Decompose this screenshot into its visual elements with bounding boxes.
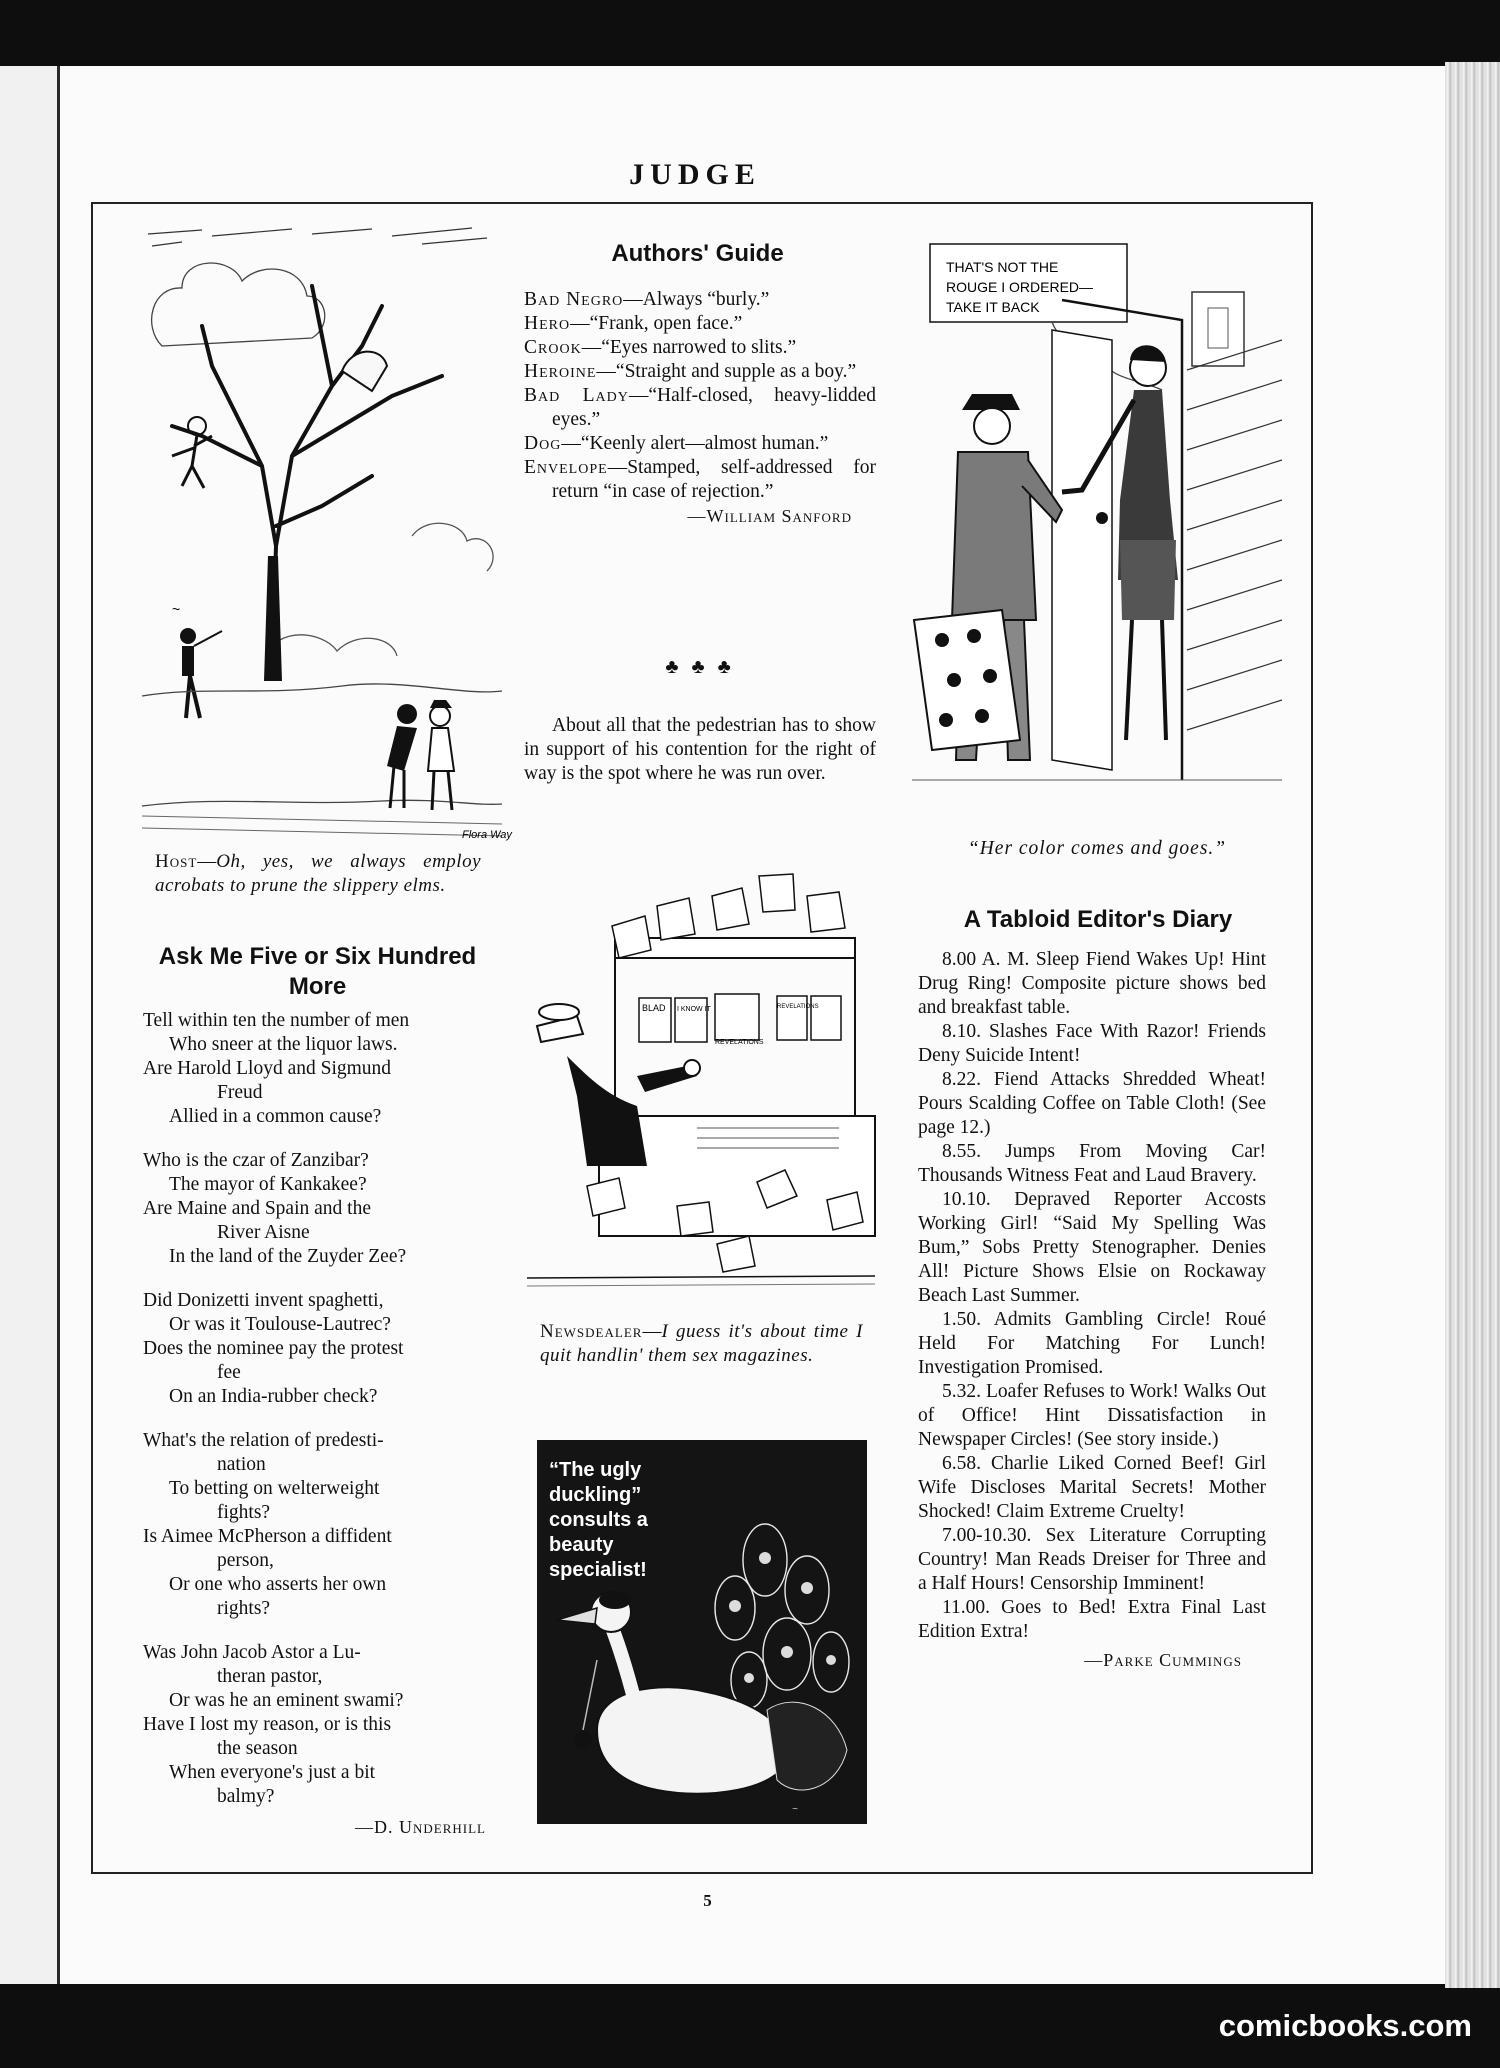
poem-stanza (143, 1289, 496, 1409)
poem-line: When everyone's just a bit (169, 1762, 376, 1783)
poem-line: Are Maine and Spain and the (143, 1198, 371, 1219)
site-watermark: comicbooks.com (1218, 2008, 1472, 2043)
tree-caption: Host—Oh, yes, we always employ acrobats to prune the slippery elms. (155, 851, 481, 896)
diary-entry: 10.10. Depraved Reporter Accosts Working Girl! “Said My Spelling Was Bum,” Sobs Pretty Stenographer. Denies All! Picture Shows Elsie on Rockaway Beach Last Summer. (918, 1189, 1266, 1306)
poem-line: Does the nominee pay the protest (143, 1338, 404, 1359)
poem-line: The mayor of Kankakee? (169, 1174, 367, 1195)
ask-me-stanzas (143, 1009, 496, 1809)
guide-entry-definition: “Keenly alert—almost human.” (580, 433, 829, 454)
diary-entry: 5.32. Loafer Refuses to Work! Walks Out of Office! Hint Dissatisfaction in Newspaper Circles! (See story inside.) (918, 1381, 1266, 1450)
poem-line: To betting on welterweight (169, 1478, 380, 1499)
poem-line: Or was it Toulouse-Lautrec? (169, 1314, 391, 1335)
poem-stanza (143, 1641, 496, 1809)
poem-stanza (143, 1009, 496, 1129)
svg-text:~: ~ (792, 1804, 798, 1815)
diary-entries (918, 948, 1266, 1644)
guide-entry: Envelope—Stamped, self-addressed for return “in case of rejection.” (524, 457, 876, 502)
poem-line: Have I lost my reason, or is this (143, 1714, 392, 1735)
poem-line: What's the relation of predesti- (143, 1430, 384, 1451)
poem-line: Was John Jacob Astor a Lu- (143, 1642, 361, 1663)
sign-3: REVELATIONS (715, 1039, 764, 1046)
diary-entry: 8.00 A. M. Sleep Fiend Wakes Up! Hint Drug Ring! Composite picture shows bed and breakfast table. (918, 949, 1266, 1018)
guide-entry-term: Hero (524, 313, 571, 334)
poem-line: Did Donizetti invent spaghetti, (143, 1290, 384, 1311)
cartoon-rouge (912, 240, 1282, 784)
diary-entry: 6.58. Charlie Liked Corned Beef! Girl Wife Discloses Marital Secrets! Mother Shocked! Claim Extreme Cruelty! (918, 1453, 1266, 1522)
poem-line: Tell within ten the number of men (143, 1010, 410, 1031)
poem-line: Or was he an eminent swami? (169, 1690, 404, 1711)
guide-entry-term: Dog (524, 433, 562, 454)
poem-line: Allied in a common cause? (169, 1106, 382, 1127)
poem-line: In the land of the Zuyder Zee? (169, 1246, 407, 1267)
diary-title: A Tabloid Editor's Diary (963, 906, 1233, 933)
guide-entry-definition: “Frank, open face.” (589, 313, 743, 334)
diary-author: —Parke Cummings (1084, 1650, 1242, 1670)
running-head: JUDGE (629, 158, 761, 191)
guide-entry-definition: “Eyes narrowed to slits.” (601, 337, 797, 358)
poem-line: Who is the czar of Zanzibar? (143, 1150, 369, 1171)
guide-entry-definition: Always “burly.” (642, 289, 770, 310)
poem-line: Are Harold Lloyd and Sigmund (143, 1058, 392, 1079)
diary-entry: 8.22. Fiend Attacks Shredded Wheat! Pours Scalding Coffee on Table Cloth! (See page 12.) (918, 1069, 1266, 1138)
guide-entry: Heroine—“Straight and supple as a boy.” (524, 361, 857, 382)
guide-entry-definition: Stamped, self-addressed for return “in case of rejection.” (552, 457, 876, 502)
poem-line: balmy? (217, 1786, 275, 1807)
poem-line: On an India-rubber check? (169, 1386, 378, 1407)
newsdealer-caption: Newsdealer—I guess it's about time I quit handlin' them sex magazines. (540, 1321, 863, 1366)
diary-entry: 7.00-10.30. Sex Literature Corrupting Country! Man Reads Dreiser for Three and a Half Hours! Censorship Imminent! (918, 1525, 1266, 1594)
diary-entry: 1.50. Admits Gambling Circle! Roué Held For Matching For Lunch! Investigation Promised. (918, 1309, 1266, 1378)
poem-line: person, (217, 1550, 274, 1571)
rouge-balloon-text: THAT'S NOT THE ROUGE I ORDERED— TAKE IT BACK (946, 259, 1094, 315)
authors-guide-title: Authors' Guide (611, 240, 784, 267)
cartoon-newsdealer-drawing (527, 866, 875, 1300)
poem-line: Who sneer at the liquor laws. (169, 1034, 398, 1055)
poem-line: rights? (217, 1598, 271, 1619)
poem-line: theran pastor, (217, 1666, 323, 1687)
authors-guide-entries (524, 288, 876, 504)
poem-line: fights? (217, 1502, 271, 1523)
ask-me-poem (143, 1009, 496, 1839)
newsdealer-caption-text: I guess it's about time I quit handlin' them sex magazines. (540, 1321, 863, 1366)
poem-stanza (143, 1149, 496, 1269)
authors-guide (524, 288, 876, 528)
duckling-ad (537, 1440, 867, 1824)
sign-2: I KNOW IT (677, 1006, 711, 1013)
page-stack-edge (1445, 62, 1500, 1988)
ask-me-title: Ask Me Five or Six Hundred More (158, 943, 477, 1000)
pedestrian-paragraph (524, 714, 876, 786)
duckling-ad-text: “The ugly duckling” consults a beauty specialist! (549, 1459, 648, 1581)
guide-entry: Crook—“Eyes narrowed to slits.” (524, 337, 797, 358)
poem-line: Freud (217, 1082, 263, 1103)
page-number: 5 (703, 1891, 712, 1910)
diary-entry: 8.10. Slashes Face With Razor! Friends Deny Suicide Intent! (918, 1021, 1266, 1066)
poem-line: Or one who asserts her own (169, 1574, 387, 1595)
guide-entry-term: Bad Lady (524, 385, 629, 406)
pedestrian-text: About all that the pedestrian has to show in support of his contention for the right of way is the spot where he was run over. (524, 715, 876, 784)
cartoon-tree-drawing (142, 226, 512, 842)
poem-line: Is Aimee McPherson a diffident (143, 1526, 392, 1547)
guide-entry-term: Bad Negro (524, 289, 624, 310)
cartoon-rouge-drawing (912, 240, 1282, 784)
guide-entry: Hero—“Frank, open face.” (524, 313, 743, 334)
tree-caption-text: Oh, yes, we always employ acrobats to prune the slippery elms. (155, 851, 481, 896)
newsdealer-caption-speaker: Newsdealer (540, 1321, 643, 1342)
facing-page-edge (0, 66, 60, 1984)
section-ornament: ♣ ♣ ♣ (665, 656, 735, 678)
poem-line: fee (217, 1362, 241, 1383)
guide-entry: Bad Negro—Always “burly.” (524, 289, 770, 310)
diary-entry: 11.00. Goes to Bed! Extra Final Last Edition Extra! (918, 1597, 1266, 1642)
guide-entry-term: Heroine (524, 361, 597, 382)
diary-body (918, 948, 1266, 1672)
cartoon-tree-signature: Flora Way (462, 829, 512, 841)
cartoon-newsdealer (527, 866, 875, 1300)
guide-entry-term: Envelope (524, 457, 608, 478)
poem-line: the season (217, 1738, 298, 1759)
guide-entry-definition: “Straight and supple as a boy.” (615, 361, 857, 382)
diary-entry: 8.55. Jumps From Moving Car! Thousands Witness Feat and Laud Bravery. (918, 1141, 1266, 1186)
rouge-caption: “Her color comes and goes.” (967, 838, 1227, 859)
poem-line: nation (217, 1454, 266, 1475)
guide-entry: Dog—“Keenly alert—almost human.” (524, 433, 829, 454)
cartoon-tree (142, 226, 512, 842)
guide-entry-term: Crook (524, 337, 582, 358)
svg-text:~: ~ (172, 601, 181, 617)
ask-me-author: —D. Underhill (355, 1817, 486, 1837)
poem-line: River Aisne (217, 1222, 310, 1243)
tree-caption-speaker: Host (155, 851, 198, 872)
sign-1: BLAD (642, 1003, 666, 1013)
poem-stanza (143, 1429, 496, 1621)
guide-entry-definition: “Half-closed, heavy-lidded eyes.” (552, 385, 876, 430)
guide-entry: Bad Lady—“Half-closed, heavy-lidded eyes.” (524, 385, 876, 430)
authors-guide-author: —William Sanford (687, 506, 852, 526)
sign-4: REVELATIONS (777, 1004, 819, 1010)
